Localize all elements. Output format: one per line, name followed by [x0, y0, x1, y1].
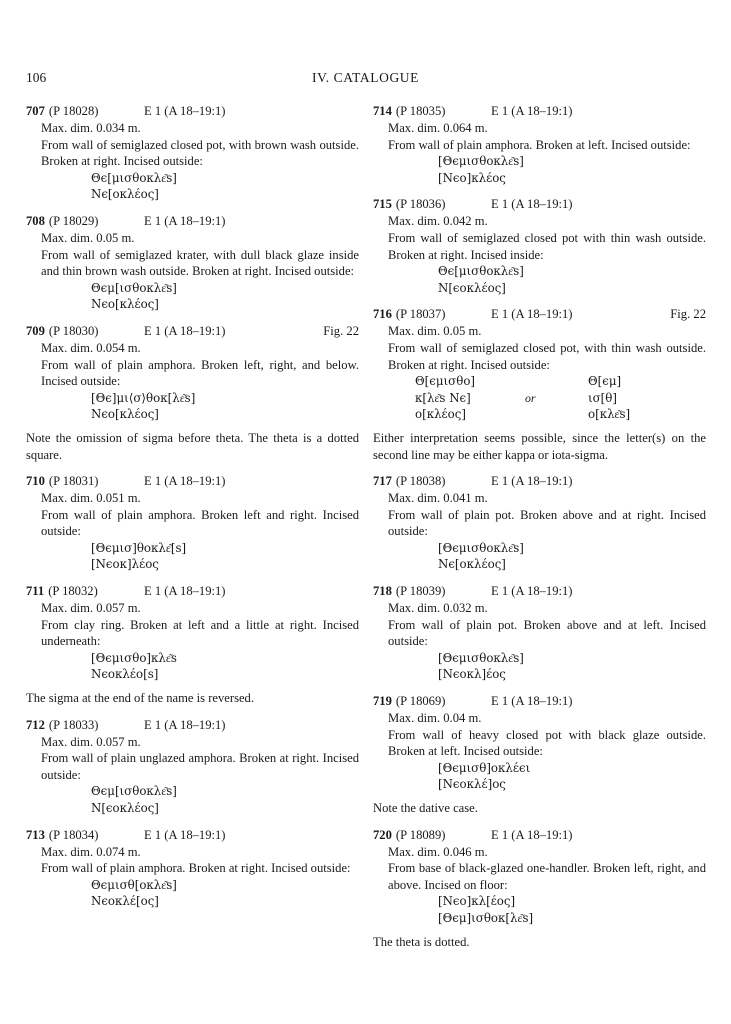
- entry-header: [373, 693, 706, 710]
- entry-number: 720: [373, 827, 392, 842]
- running-title: IV. CATALOGUE: [312, 70, 419, 85]
- catalogue-entry-716: [373, 306, 706, 463]
- entry-header: [26, 717, 359, 734]
- inscription-row: [415, 406, 706, 423]
- inscription-line: [Θϵμ]ισθοκ[λε͂s]: [438, 910, 534, 925]
- catalogue-entry-712: [26, 717, 359, 817]
- inscription-row: [415, 390, 706, 407]
- entry-number: 716: [373, 307, 392, 322]
- max-dimension: Max. dim. 0.042 m.: [388, 214, 488, 229]
- deposit-context: E 1 (A 18–19:1): [144, 827, 226, 842]
- inscription-line: [Nϵο]κλ[έος]: [438, 894, 516, 909]
- max-dimension: Max. dim. 0.057 m.: [41, 734, 141, 749]
- entry-body: [388, 213, 706, 296]
- max-dimension: Max. dim. 0.04 m.: [388, 711, 482, 726]
- description: From wall of plain amphora. Broken at left. Incised outside:: [388, 137, 691, 152]
- max-dimension: Max. dim. 0.074 m.: [41, 844, 141, 859]
- entry-header: [373, 583, 706, 600]
- inventory-number: (P 18038): [395, 474, 446, 489]
- inscription-line: [Nϵοκλ]έος: [438, 667, 506, 682]
- inscription-line: Nϵο[κλέος]: [91, 297, 159, 312]
- entry-number: 710: [26, 474, 45, 489]
- description: From wall of plain unglazed amphora. Broken at right. Incised outside:: [41, 751, 359, 782]
- entry-header: [26, 213, 359, 230]
- inscription-line: Θϵ[μισθοκλε͂s]: [91, 170, 177, 185]
- deposit-context: E 1 (A 18–19:1): [144, 717, 226, 732]
- inscription-line: [Nϵοκ]λέος: [91, 557, 159, 572]
- inscription-line: [Θϵμισθο]κλε͂s: [91, 650, 177, 665]
- inventory-number: (P 18069): [395, 694, 446, 709]
- catalogue-entry-715: [373, 196, 706, 296]
- reading-a: κ[λε͂s Nϵ]: [415, 390, 471, 405]
- entry-note: The sigma at the end of the name is reversed.: [26, 691, 255, 706]
- entry-number: 709: [26, 323, 45, 338]
- entry-body: [388, 323, 706, 423]
- inventory-number: (P 18030): [48, 323, 99, 338]
- inscription-line: Θϵμ[ισθοκλε͂s]: [91, 280, 177, 295]
- reading-b: Θ[ϵμ]: [588, 374, 622, 389]
- inscription-line: [Θϵμισθοκλε͂s]: [438, 650, 524, 665]
- reading-a: Θ[ϵμισθο]: [415, 374, 476, 389]
- description: From wall of plain amphora. Broken at right. Incised outside:: [41, 861, 351, 876]
- deposit-context: E 1 (A 18–19:1): [491, 584, 573, 599]
- inventory-number: (P 18037): [395, 307, 446, 322]
- catalogue-entry-720: [373, 827, 706, 951]
- description: From wall of semiglazed krater, with dull black glaze inside and thin brown wash outside. Broken at right. Incised outside:: [41, 247, 359, 279]
- catalogue-entry-707: [26, 103, 359, 203]
- entry-body: [41, 120, 359, 203]
- inscription-line: Nϵοκλέο[s]: [91, 667, 159, 682]
- reading-b: ο[κλε͂s]: [588, 407, 631, 422]
- inscription-line: [Θϵμισθοκλε͂s]: [438, 540, 524, 555]
- entry-number: 711: [26, 584, 45, 599]
- inventory-number: (P 18028): [48, 104, 99, 118]
- entry-header: [26, 103, 359, 120]
- inventory-number: (P 18031): [48, 474, 99, 489]
- entry-body: [41, 340, 359, 423]
- description: From base of black-glazed one-handler. Broken left, right, and above. Incised on floor:: [388, 861, 706, 892]
- entry-body: [41, 734, 359, 817]
- entry-header: [373, 827, 706, 844]
- entry-body: [388, 844, 706, 927]
- entry-header: [26, 473, 359, 490]
- description: From wall of semiglazed closed pot, with brown wash outside. Broken at right. Incised outside:: [41, 137, 359, 169]
- entry-note: Note the omission of sigma before theta. The theta is a dotted square.: [26, 430, 359, 462]
- description: From wall of plain pot. Broken above and at left. Incised outside:: [388, 617, 706, 649]
- entry-body: [388, 710, 706, 793]
- entry-note: Either interpretation seems possible, since the letter(s) on the second line may be either kappa or iota-sigma.: [373, 430, 706, 462]
- max-dimension: Max. dim. 0.064 m.: [388, 121, 488, 135]
- max-dimension: Max. dim. 0.057 m.: [41, 601, 141, 616]
- entry-header: [26, 827, 359, 844]
- inscription-line: [Nϵοκλέ]ος: [438, 777, 506, 792]
- inscription-line: N[ϵοκλέος]: [91, 801, 159, 815]
- inscription-line: [Θϵμισ]θοκλε͂[s]: [91, 540, 187, 555]
- entry-number: 708: [26, 213, 45, 228]
- deposit-context: E 1 (A 18–19:1): [491, 197, 573, 212]
- entry-header: [26, 583, 359, 600]
- deposit-context: E 1 (A 18–19:1): [491, 694, 573, 709]
- deposit-context: E 1 (A 18–19:1): [491, 827, 573, 842]
- inscription-line: [Nϵο]κλέος: [438, 170, 506, 185]
- entry-number: 713: [26, 827, 45, 842]
- inscription-line: Θϵμ[ισθοκλε͂s]: [91, 784, 177, 799]
- catalogue-entry-718: [373, 583, 706, 683]
- reading-b: ισ[θ]: [588, 390, 617, 405]
- left-column: [26, 103, 359, 920]
- catalogue-entry-708: [26, 213, 359, 313]
- inscription-alternatives: [415, 373, 706, 423]
- deposit-context: E 1 (A 18–19:1): [144, 323, 226, 338]
- entry-header: [373, 473, 706, 490]
- entry-body: [41, 844, 359, 910]
- inventory-number: (P 18032): [48, 584, 98, 599]
- description: From wall of semiglazed closed pot, with thin wash outside. Broken at right. Incised outside:: [388, 340, 706, 372]
- deposit-context: E 1 (A 18–19:1): [491, 474, 573, 489]
- description: From wall of semiglazed closed pot with thin wash outside. Broken at right. Incised inside:: [388, 230, 706, 262]
- entry-number: 718: [373, 584, 392, 599]
- catalogue-entry-713: [26, 827, 359, 910]
- inscription-line: Θϵ[μισθοκλε͂s]: [438, 264, 524, 279]
- inventory-number: (P 18039): [395, 584, 446, 599]
- inscription-line: Nϵοκλέ[ος]: [91, 894, 159, 909]
- catalogue-entry-711: [26, 583, 359, 707]
- description: From wall of plain amphora. Broken left, right, and below. Incised outside:: [41, 357, 359, 389]
- figure-reference: Fig. 22: [670, 307, 706, 322]
- description: From clay ring. Broken at left and a little at right. Incised underneath:: [41, 617, 359, 649]
- catalogue-entry-709: [26, 323, 359, 463]
- inscription-line: Nϵ[οκλέος]: [438, 557, 506, 572]
- max-dimension: Max. dim. 0.05 m.: [41, 230, 135, 245]
- entry-header: [373, 306, 706, 323]
- max-dimension: Max. dim. 0.046 m.: [388, 844, 488, 859]
- catalogue-entry-714: [373, 103, 706, 186]
- entry-number: 717: [373, 474, 392, 489]
- catalogue-entry-710: [26, 473, 359, 573]
- inscription-line: [Θϵ]μι⟨σ⟩θοκ[λε͂s]: [91, 390, 196, 405]
- entry-body: [388, 120, 706, 186]
- right-column: [373, 103, 706, 960]
- entry-body: [41, 230, 359, 313]
- inscription-line: Nϵο[κλέος]: [91, 407, 159, 422]
- max-dimension: Max. dim. 0.034 m.: [41, 121, 141, 135]
- description: From wall of plain pot. Broken above and at right. Incised outside:: [388, 507, 706, 539]
- inventory-number: (P 18033): [48, 717, 99, 732]
- deposit-context: E 1 (A 18–19:1): [144, 213, 226, 228]
- entry-number: 719: [373, 694, 392, 709]
- description: From wall of heavy closed pot with black glaze outside. Broken at left. Incised outside:: [388, 727, 706, 759]
- entry-header: [26, 323, 359, 340]
- entry-header: [373, 196, 706, 213]
- deposit-context: E 1 (A 18–19:1): [491, 104, 573, 118]
- entry-note: The theta is dotted.: [373, 934, 470, 949]
- deposit-context: E 1 (A 18–19:1): [144, 474, 226, 489]
- max-dimension: Max. dim. 0.041 m.: [388, 491, 488, 506]
- entry-number: 715: [373, 197, 392, 212]
- inscription-line: N[ϵοκλέος]: [438, 280, 506, 295]
- deposit-context: E 1 (A 18–19:1): [144, 584, 226, 599]
- entry-body: [41, 490, 359, 573]
- entry-number: 714: [373, 104, 392, 118]
- figure-reference: Fig. 22: [323, 323, 359, 338]
- inventory-number: (P 18035): [395, 104, 446, 118]
- entry-header: [373, 103, 706, 120]
- inscription-row: [415, 373, 706, 390]
- entry-number: 712: [26, 717, 45, 732]
- inscription-line: Nϵ[οκλέος]: [91, 187, 159, 202]
- max-dimension: Max. dim. 0.05 m.: [388, 324, 482, 339]
- reading-a: ο[κλέος]: [415, 407, 466, 422]
- max-dimension: Max. dim. 0.051 m.: [41, 491, 141, 506]
- inventory-number: (P 18029): [48, 213, 99, 228]
- deposit-context: E 1 (A 18–19:1): [491, 307, 573, 322]
- entry-number: 707: [26, 104, 45, 118]
- catalogue-entry-719: [373, 693, 706, 817]
- page-number: 106: [26, 70, 47, 85]
- entry-body: [388, 490, 706, 573]
- description: From wall of plain amphora. Broken left and right. Incised outside:: [41, 507, 359, 539]
- max-dimension: Max. dim. 0.032 m.: [388, 601, 488, 616]
- entry-body: [41, 600, 359, 683]
- entry-note: Note the dative case.: [373, 801, 478, 815]
- inventory-number: (P 18034): [48, 827, 99, 842]
- inscription-line: Θϵμισθ[οκλε͂s]: [91, 877, 177, 892]
- max-dimension: Max. dim. 0.054 m.: [41, 340, 141, 355]
- inscription-line: [Θϵμισθοκλε͂s]: [438, 154, 524, 169]
- inscription-line: [Θϵμισθ]οκλέϵι: [438, 760, 531, 775]
- catalogue-entry-717: [373, 473, 706, 573]
- inventory-number: (P 18036): [395, 197, 446, 212]
- deposit-context: E 1 (A 18–19:1): [144, 104, 226, 118]
- entry-body: [388, 600, 706, 683]
- or-label: or: [525, 390, 536, 405]
- inventory-number: (P 18089): [395, 827, 446, 842]
